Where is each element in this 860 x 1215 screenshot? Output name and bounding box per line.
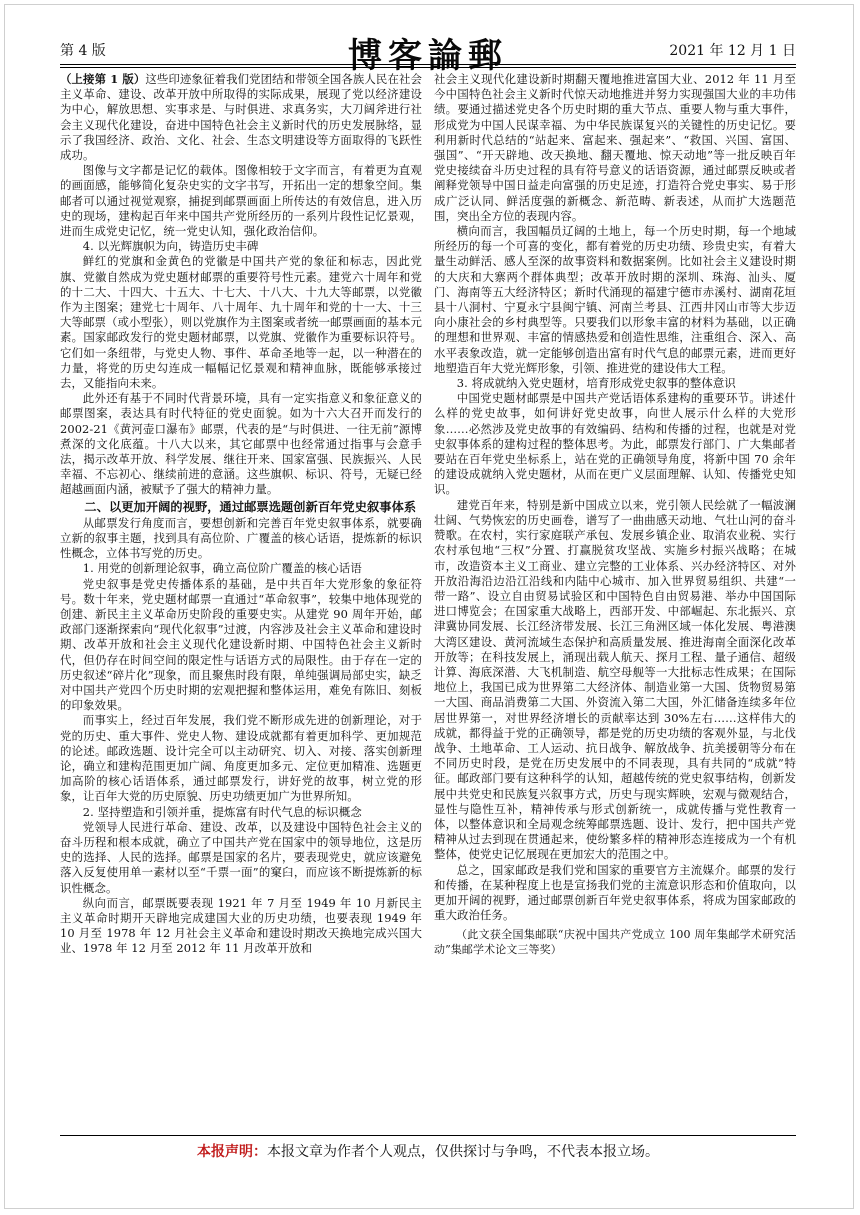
paragraph: 图像与文字都是记忆的载体。图像相较于文字而言，有着更为直观的画面感，能够简化复杂史实的文字书写，开拓出一定的想象空间。集邮者可以通过视觉观察，捕捉到邮票画面上所传达的有效信息，进入历史的现场，建构起百年来中国共产党所经历的一系列片段性记忆景观，进而生成党史记忆，统一党史认知，强化政治信仰。 — [60, 163, 422, 239]
subheading: 2. 坚持塑造和引领并重，提炼富有时代气息的标识概念 — [82, 804, 362, 819]
disclaimer-text: 本报文章为作者个人观点，仅供探讨与争鸣，不代表本报立场。 — [267, 1144, 659, 1160]
paragraph: 而事实上，经过百年发展，我们党不断形成先进的创新理论，对于党的历史、重大事件、党史人物、建设成就都有着更加科学、更加规范的论述。邮政选题、设计完全可以主动研究、切入、对接、落实创新理论，确立和建构范围更加广阔、角度更加多元、定位更加精准、选题更加高阶的核心话语体系，通过邮票发行，讲好党的故事，树立党的形象，让百年大党的历史原貌、历史功绩更加广为世界所知。 — [60, 713, 422, 804]
paragraph: 建党百年来，特别是新中国成立以来，党引领人民绘就了一幅波澜壮阔、气势恢宏的历史画卷，谱写了一曲曲感天动地、气壮山河的奋斗赞歌。在农村，实行家庭联产承包、发展乡镇企业、取消农业税、实行农村承包地“三权”分置、打赢脱贫攻坚战、实施乡村振兴战略；在城市，改造资本主义工商业、建立完整的工业体系、兴办经济特区、对外开放沿海沿边沿江沿线和内陆中心城市、加入世界贸易组织、共建“一带一路”、设立自由贸易试验区和中国特色自由贸易港、举办中国国际进口博览会；在国家重大战略上，西部开发、中部崛起、东北振兴、京津冀协同发展、长江经济带发展、长江三角洲区域一体化发展、粤港澳大湾区建设、黄河流域生态保护和高质量发展、推进海南全面深化改革开放等；在科技发展上，涌现出载人航天、探月工程、量子通信、超级计算、海底深潜、大飞机制造、航空母舰等一大批标志性成果；在国际地位上，我国已成为世界第二大经济体、制造业第一大国、货物贸易第一大国、商品消费第二大国、外资流入第二大国，外汇储备连续多年位居世界第一，对世界经济增长的贡献率达到 30%左右……这样伟大的成就，都得益于党的正确领导，都是党的历史功绩的客观外显，与北伐战争、土地革命、工人运动、抗日战争、解放战争、抗美援朝等分布在不同历史时段，是党在历史发展中的不同表现，具有共同的“成就”特征。邮政部门要有这种科学的认知，超越传统的党史叙事结构，创新发展中共党史和民族复兴叙事方式，历史与现实辉映，宏观与微观结合，显性与隐性互补，精神传承与形式创新统一，成就传播与党性教育一体，以整体意识和全局观念统筹邮票选题、设计、发行，把中国共产党精神从过去到现在贯通起来，使纷繁多样的精神形态连接成为一个有机整体，使党史记忆展现在更加宏大的范围之中。 — [434, 497, 796, 862]
article-body — [60, 72, 796, 1132]
header-rule-thin — [60, 67, 796, 68]
publication-date: 2021 年 12 月 1 日 — [669, 43, 796, 59]
paragraph: 党领导人民进行革命、建设、改革，以及建设中国特色社会主义的奋斗历程和根本成就，确立了中国共产党在国家中的领导地位，这是历史的选择、人民的选择。邮票是国家的名片，要表现党史，就应该避免落入反复使用单一素材以至“千票一面”的窠臼，而应该不断提炼新的标识性概念。 — [60, 819, 422, 895]
footer-rule — [60, 1135, 796, 1136]
right-column — [434, 72, 796, 1132]
newspaper-brand: 博客論郵 — [348, 36, 508, 76]
subheading: 1. 用党的创新理论叙事，确立高位阶广覆盖的核心话语 — [82, 561, 362, 576]
paragraph: 纵向而言，邮票既要表现 1921 年 7 月至 1949 年 10 月新民主主义革命时期开天辟地完成建国大业的历史功绩，也要表现 1949 年 10 月至 1978 年 12 月社会主义革命和建设时期改天换地完成兴国大业、1978 年 12 月至 2012 年 11 月改革开放和 — [60, 895, 422, 956]
paragraph: 党史叙事是党史传播体系的基础，是中共百年大党形象的象征符号。数十年来，党史题材邮票一直通过“革命叙事”，较集中地体现党的创建、新民主主义革命历史阶段的重要史实。从建党 90 周年开始，邮政部门逐渐探索向“现代化叙事”过渡，内容涉及社会主义革命和建设时期、改革开放和社会主义现代化建设新时期、中国特色社会主义新时代，但仍存在时间空间的限定性与话语方式的局限性。由于存在一定的历史叙述“碎片化”现象，而且聚焦时段有限，单纯强调局部史实，缺乏对中国共产党四个历史时期的宏观把握和整体运用，难免有陈旧、刻板的印象效果。 — [60, 576, 422, 713]
subheading: 3. 将成就纳入党史题材，培育形成党史叙事的整体意识 — [456, 376, 736, 391]
subheading: 4. 以光辉旗帜为向，铸造历史丰碑 — [82, 239, 259, 254]
paragraph: 此外还有基于不同时代背景环境，具有一定实指意义和象征意义的邮票图案，表达具有时代特征的党史面貌。如为十六大召开而发行的 2002-21《黄河壶口瀑布》邮票，代表的是“与时俱进、一往无前”源博煮深的文化底蕴。十八大以来，其它邮票中也经常通过指事与会意手法，揭示改革开放、科学发展、继往开来、国家富强、民族振兴、人民幸福、不忘初心、继续前进的意涵。这些旗帜、标识、符号，无疑已经超越画面内涵，被赋予了强大的精神力量。 — [60, 391, 422, 497]
paragraph: 社会主义现代化建设新时期翻天覆地推进富国大业、2012 年 11 月至今中国特色社会主义新时代惊天动地推进并努力实现强国大业的丰功伟绩。要通过描述党史各个历史时期的重大节点、重要人物与重大事件，形成党为中国人民谋幸福、为中华民族谋复兴的关键性的历史记忆。要利用新时代总结的“站起来、富起来、强起来”、“救国、兴国、富国、强国”、“开天辟地、改天换地、翻天覆地、惊天动地”等一批反映百年党史接续奋斗历史过程的具有符号意义的话语资源，通过邮票反映或者阐释党领导中国日益走向富强的历史足迹，打造符合党史事实、易于形成广泛认同、鲜活度强的新概念、新范畴、新表述，从而扩大选题范围，突出全方位的表现内容。 — [434, 72, 796, 223]
paragraph: 鲜红的党旗和金黄色的党徽是中国共产党的象征和标志，因此党旗、党徽自然成为党史题材邮票的重要符号性元素。建党六十周年和党的十二大、十四大、十五大、十七大、十八大、十九大等邮票，以党徽作为主图案；建党七十周年、八十周年、九十周年和党的十一大、十三大等邮票（或小型张），则以党旗作为主图案或者统一邮票画面的基本元素。国家邮政发行的党史题材邮票，以党旗、党徽作为重要标识符号。它们如一条纽带，与党史人物、事件、革命圣地等一起，以一种潜在的力量，将党的历史勾连成一幅幅记忆景观和精神血脉，既能够承接过去，又能指向未来。 — [60, 254, 422, 391]
edition-number: 第 4 版 — [60, 43, 106, 59]
paragraph-text: 这些印迹象征着我们党团结和带领全国各族人民在社会主义革命、建设、改革开放中所取得的实际成果，展现了党以经济建设为中心，解放思想、实事求是、与时俱进、求真务实，大刀阔斧进行社会主义现代化建设，奋进中国特色社会主义新时代的历史发展脉络，显示了我国经济、政治、文化、社会、生态文明建设等方面取得的飞跃性成功。 — [60, 72, 422, 163]
disclaimer — [60, 1141, 796, 1161]
paragraph: 从邮票发行角度而言，要想创新和完善百年党史叙事体系，就要确立新的叙事主题，找到具有高位阶、广覆盖的核心话语，提炼新的标识性概念，立体书写党的历史。 — [60, 515, 422, 561]
award-note: （此文获全国集邮联“庆祝中国共产党成立 100 周年集邮学术研究活动”集邮学术论文三等奖） — [434, 928, 796, 957]
header-rule — [60, 64, 796, 65]
paragraph: 总之，国家邮政是我们党和国家的重要官方主流媒介。邮票的发行和传播，在某种程度上也是宣扬我们党的主流意识形态和价值取向，以更加开阔的视野，通过邮票创新百年党史叙事体系，将成为国家邮政的重大政治任务。 — [434, 862, 796, 923]
masthead — [60, 30, 796, 78]
disclaimer-label: 本报声明： — [197, 1144, 267, 1160]
continuation-marker: （上接第 1 版） — [60, 72, 146, 86]
paragraph: 中国党史题材邮票是中国共产党话语体系建构的重要环节。讲述什么样的党史故事，如何讲好党史故事，向世人展示什么样的大党形象……必然涉及党史故事的有效编码、结构和传播的过程，也就是对党史叙事体系的建构过程的整体思考。为此，邮票发行部门、广大集邮者要站在百年党史坐标系上，站在党的正确领导角度，将新中国 70 余年的建设成就纳入党史题材，从而在更广义层面理解、认知、传播党史知识。 — [434, 391, 796, 497]
left-column — [60, 72, 422, 1132]
paragraph: 横向而言，我国幅员辽阔的土地上，每一个历史时期，每一个地域所经历的每一个可喜的变化，都有着党的历史功绩、珍贵史实，有着大量生动鲜活、感人至深的故事资料和数据案例。比如社会主义建设时期的大庆和大寨两个群体典型；改革开放时期的深圳、珠海、汕头、厦门、海南等五大经济特区；新时代涌现的福建宁德市赤溪村、湖南花垣县十八洞村、宁夏永宁县闽宁镇、河南兰考县、江西井冈山市等大步迈向小康社会的乡村典型等。只要我们以形象丰富的材料为基础，以正确的理想和世界观、丰富的情感热爱和创造性思维，注重组合、深入、高水平表象改造，就一定能够创造出富有时代气息的邮票元素，进而更好地塑造百年大党光辉形象，引领、推进党的建设伟大工程。 — [434, 224, 796, 375]
paragraph — [60, 72, 422, 163]
section-heading: 二、以更加开阔的视野，通过邮票选题创新百年党史叙事体系 — [84, 499, 417, 514]
